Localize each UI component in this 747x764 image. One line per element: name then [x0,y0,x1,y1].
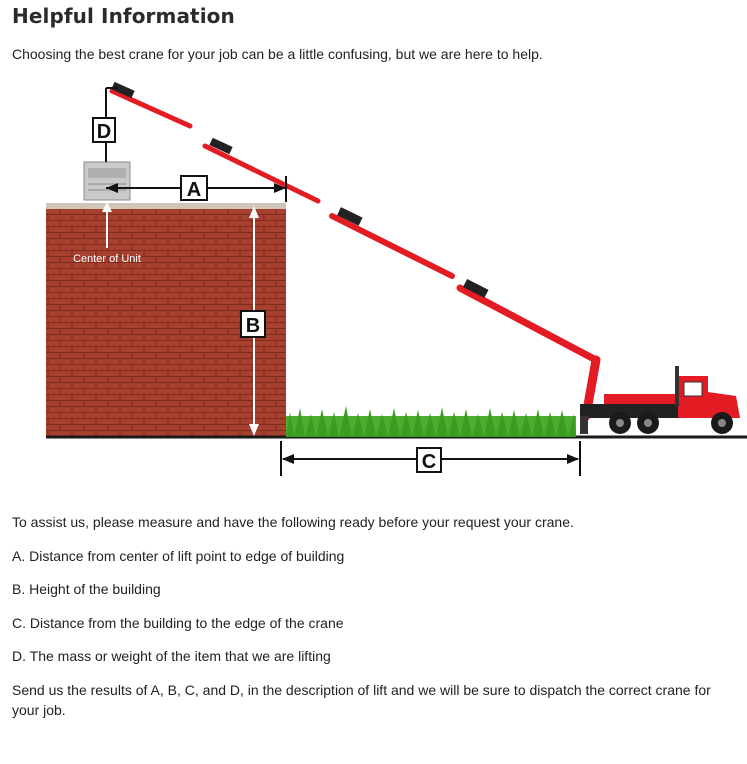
intro-text: Choosing the best crane for your job can be a little confusing, but we are here to help. [12,46,543,62]
dimension-a [106,176,286,202]
center-of-unit-caption: Center of Unit [73,253,141,265]
instruction-item-b: B. Height of the building [12,581,161,597]
grass [286,406,576,437]
label-c: C [421,451,437,473]
label-a: A [186,179,202,201]
instruction-item-a: A. Distance from center of lift point to edge of building [12,548,345,564]
dimension-d [93,88,118,162]
instruction-item-c: C. Distance from the building to the edge of the crane [12,615,344,631]
instruction-item-d: D. The mass or weight of the item that we are lifting [12,648,331,664]
instructions-lead: To assist us, please measure and have the following ready before your request your crane. [12,514,574,530]
page-title: Helpful Information [12,4,235,28]
crane-truck [580,366,740,434]
label-b: B [245,315,261,337]
instructions-closing: Send us the results of A, B, C, and D, in the description of lift and we will be sure to dispatch the correct crane for your job. [12,682,711,718]
rooftop-unit [84,162,130,200]
label-d: D [96,121,112,143]
dimension-c [281,441,580,476]
crane-measurement-diagram [0,76,747,486]
